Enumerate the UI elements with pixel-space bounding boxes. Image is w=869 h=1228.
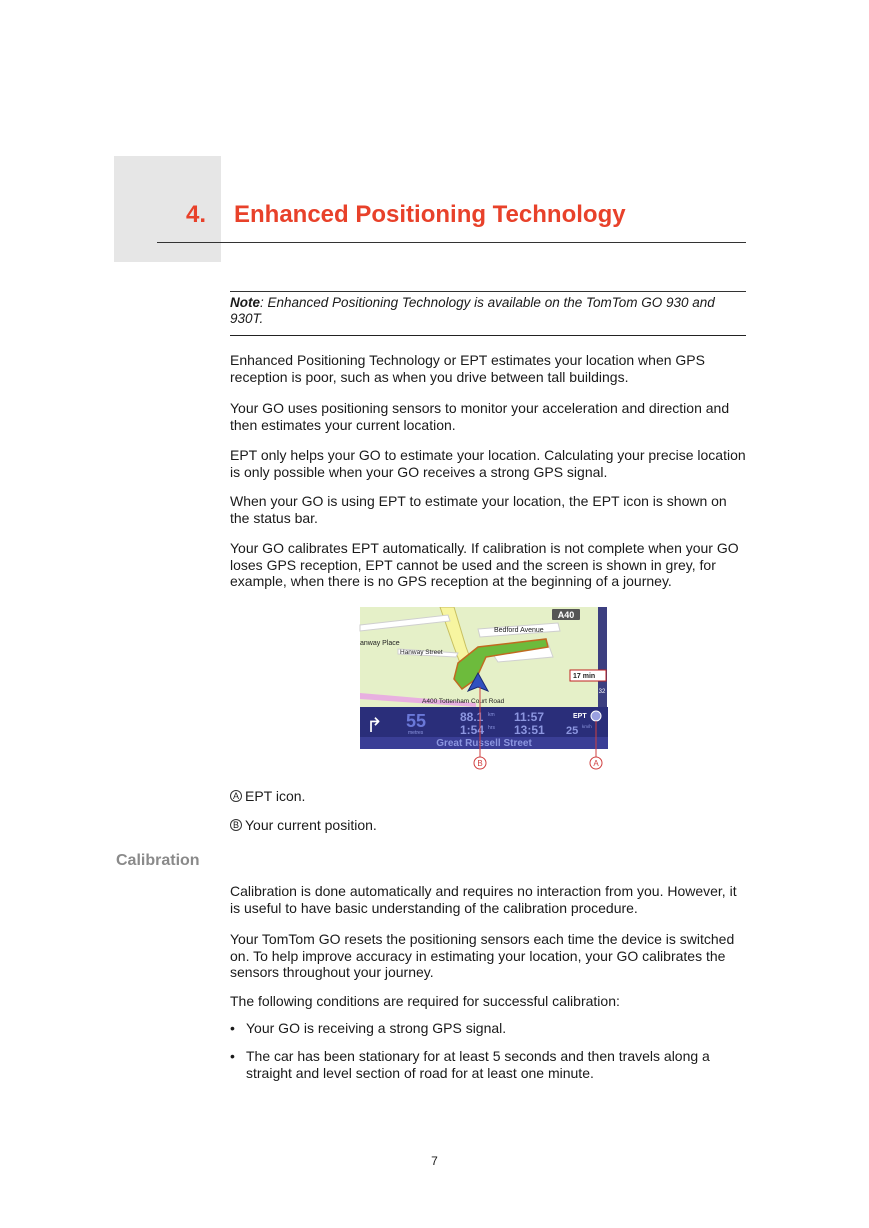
legend-text: Your current position.: [245, 817, 377, 833]
ept-icon: [591, 711, 601, 721]
remaining-km: 88.1: [460, 710, 484, 724]
paragraph: Your GO uses positioning sensors to monitor your acceleration and direction and then estimates your current location.: [230, 400, 730, 433]
street-label: A400 Tottenham Court Road: [422, 698, 505, 705]
street-label: Bedford Avenue: [494, 627, 544, 634]
paragraph: When your GO is using EPT to estimate your location, the EPT icon is shown on the status bar.: [230, 493, 727, 526]
bullet-dot: •: [230, 1020, 235, 1036]
legend-letter: A: [230, 790, 242, 802]
note-label: Note: [230, 295, 260, 310]
paragraph: Your GO calibrates EPT automatically. If calibration is not complete when your GO loses GPS reception, EPT cannot be used and the screen is shown in grey, for example, when there is no GPS reception at the beginning of a journey.: [230, 540, 739, 589]
eta-text: 17 min: [573, 673, 596, 680]
paragraph: Your TomTom GO resets the positioning sensors each time the device is switched on. To help improve accuracy in estimating your location, your GO calibrates the sensors throughout your journey.: [230, 931, 735, 980]
chapter-rule: [157, 242, 746, 243]
legend-letter: B: [230, 819, 242, 831]
chapter-title: Enhanced Positioning Technology: [234, 201, 626, 228]
note-box: [230, 291, 746, 336]
section-heading: Calibration: [116, 852, 200, 869]
bullet-text: The car has been stationary for at least 5 seconds and then travels along a straight and level section of road for at least one minute.: [246, 1048, 710, 1081]
road-badge: A40: [557, 610, 575, 620]
side-scale: 32: [598, 689, 606, 695]
distance-unit: metres: [408, 730, 424, 736]
paragraph: Enhanced Positioning Technology or EPT estimates your location when GPS reception is poor, such as when you drive between tall buildings.: [230, 352, 705, 385]
distance: 55: [406, 711, 427, 731]
callout-a: A: [593, 759, 599, 768]
paragraph: The following conditions are required for successful calibration:: [230, 993, 620, 1009]
remaining-km-unit: km: [488, 712, 495, 718]
note-text: : Enhanced Positioning Technology is available on the TomTom GO 930 and 930T.: [230, 295, 715, 326]
current-street: Great Russell Street: [436, 738, 532, 749]
page-number: 7: [431, 1154, 438, 1168]
street-label: Hanway Street: [400, 649, 443, 656]
remaining-time: 1:54: [460, 723, 485, 737]
ept-label: EPT: [573, 713, 587, 720]
legend-item: [230, 817, 377, 833]
clock: 11:57: [514, 710, 545, 724]
bullet-dot: •: [230, 1048, 235, 1064]
turn-arrow-icon: ↱: [366, 715, 383, 737]
navigation-screenshot: [358, 607, 608, 775]
callout-b: B: [477, 759, 483, 768]
paragraph: EPT only helps your GO to estimate your location. Calculating your precise location is only possible when your GO receives a strong GPS signal.: [230, 447, 746, 480]
speed-unit: km/h: [582, 724, 592, 729]
bullet-text: Your GO is receiving a strong GPS signal.: [246, 1020, 507, 1036]
arrival-time: 13:51: [514, 723, 545, 737]
street-label: anway Place: [360, 640, 400, 647]
legend-item: [230, 788, 305, 804]
speed: 25: [566, 725, 579, 737]
remaining-time-unit: hrs: [488, 725, 495, 731]
legend-text: EPT icon.: [245, 788, 306, 804]
paragraph: Calibration is done automatically and requires no interaction from you. However, it is useful to have basic understanding of the calibration procedure.: [230, 883, 737, 916]
chapter-number: 4.: [186, 201, 207, 228]
